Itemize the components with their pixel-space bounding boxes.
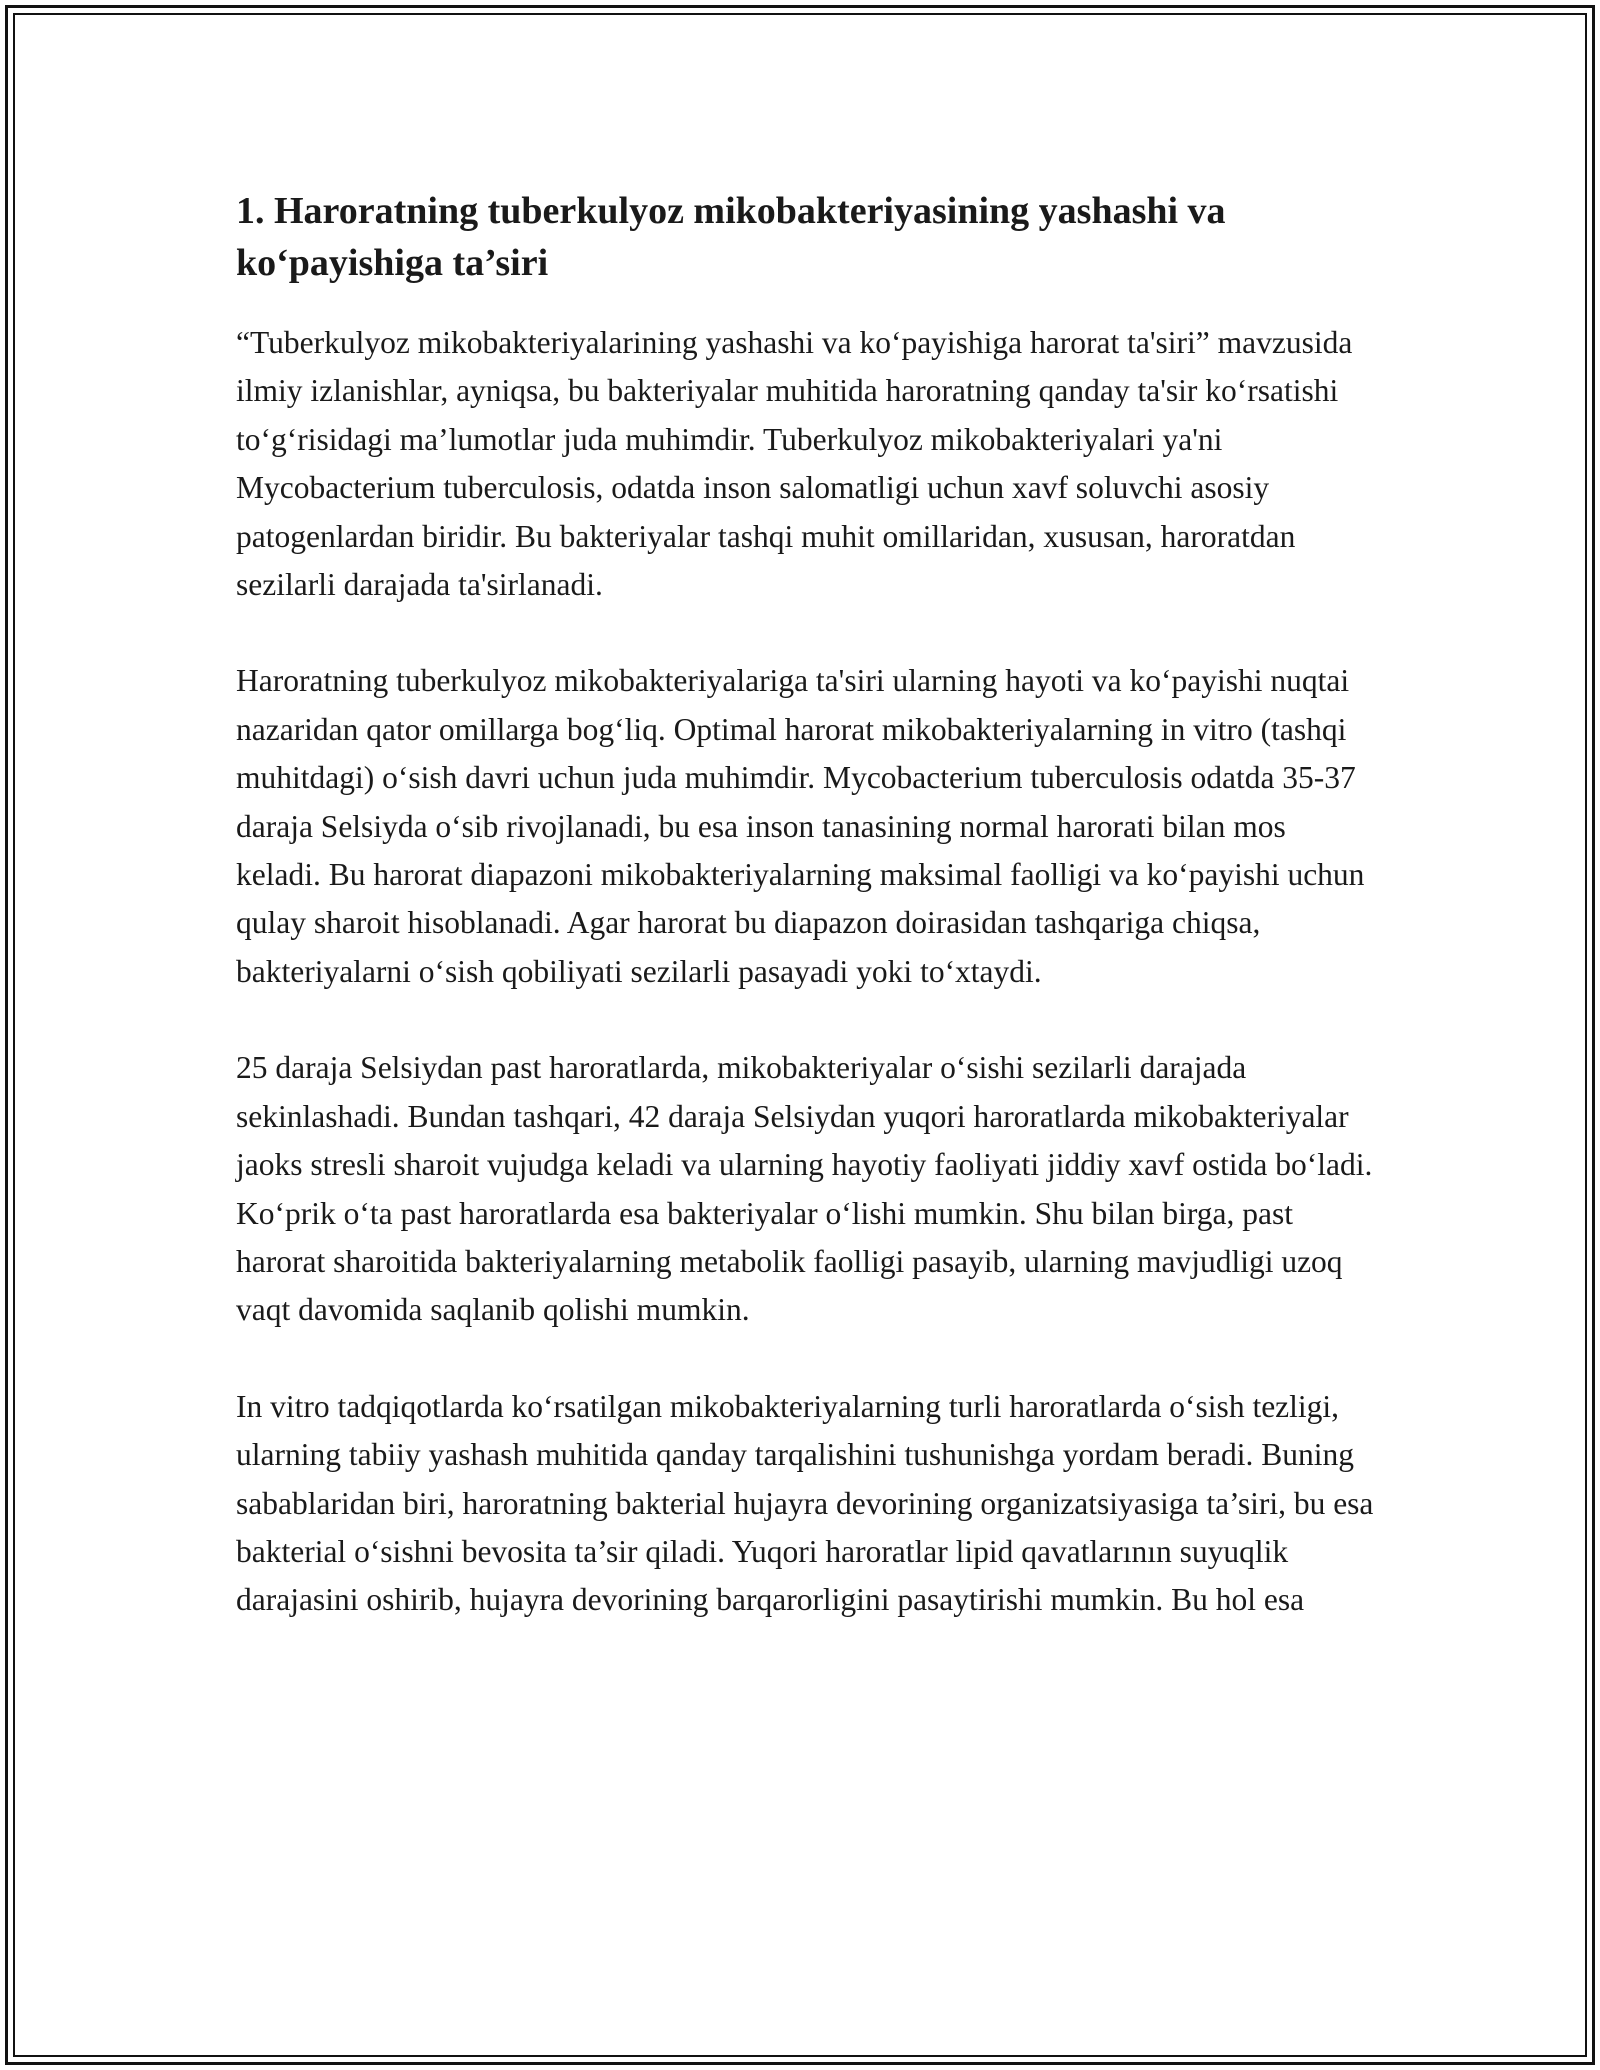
paragraph-1: “Tuberkulyoz mikobakteriyalarining yashashi va ko‘payishiga harorat ta'siri” mavzusida ilmiy izlanishlar, ayniqsa, bu bakteriyalar muhitida haroratning qanday ta'sir ko‘rsatishi to‘g‘risidagi ma’lumotlar juda muhimdir. Tuberkulyoz mikobakteriyalari ya'ni Mycobacterium tuberculosis, odatda inson salomatligi uchun xavf soluvchi asosiy patogenlardan biridir. Bu bakteriyalar tashqi muhit omillaridan, xususan, haroratdan sezilarli darajada ta'sirlanadi. [236, 325, 1353, 603]
paragraph-3: 25 daraja Selsiydan past haroratlarda, mikobakteriyalar o‘sishi sezilarli darajada sekinlashadi. Bundan tashqari, 42 daraja Selsiydan yuqori haroratlarda mikobakteriyalar jaoks stresli sharoit vujudga keladi va ularning hayotiy faoliyati jiddiy xavf ostida bo‘ladi. Ko‘prik o‘ta past haroratlarda esa bakteriyalar o‘lishi mumkin. Shu bilan birga, past harorat sharoitida bakteriyalarning metabolik faolligi pasayib, ularning mavjudligi uzoq vaqt davomida saqlanib qolishi mumkin. [236, 1050, 1373, 1328]
section-heading: 1. Haroratning tuberkulyoz mikobakteriyasining yashashi va ko‘payishiga ta’siri [236, 190, 1226, 284]
paragraph-4: In vitro tadqiqotlarda ko‘rsatilgan mikobakteriyalarning turli haroratlarda o‘sish tezligi, ularning tabiiy yashash muhitida qanday tarqalishini tushunishga yordam beradi. Buning sabablaridan biri, haroratning bakterial hujayra devorining organizatsiyasiga ta’siri, bu esa bakterial o‘sishni bevosita ta’sir qiladi. Yuqori haroratlar lipid qavatlarının suyuqlik darajasini oshirib, hujayra devorining barqarorligini pasaytirishi mumkin. Bu hol esa [236, 1388, 1374, 1618]
document-body [236, 185, 1376, 1673]
paragraph-2: Haroratning tuberkulyoz mikobakteriyalariga ta'siri ularning hayoti va ko‘payishi nuqtai nazaridan qator omillarga bog‘liq. Optimal harorat mikobakteriyalarning in vitro (tashqi muhitdagi) o‘sish davri uchun juda muhimdir. Mycobacterium tuberculosis odatda 35-37 daraja Selsiyda o‘sib rivojlanadi, bu esa inson tanasining normal harorati bilan mos keladi. Bu harorat diapazoni mikobakteriyalarning maksimal faolligi va ko‘payishi uchun qulay sharoit hisoblanadi. Agar harorat bu diapazon doirasidan tashqariga chiqsa, bakteriyalarni o‘sish qobiliyati sezilarli pasayadi yoki to‘xtaydi. [236, 663, 1365, 989]
